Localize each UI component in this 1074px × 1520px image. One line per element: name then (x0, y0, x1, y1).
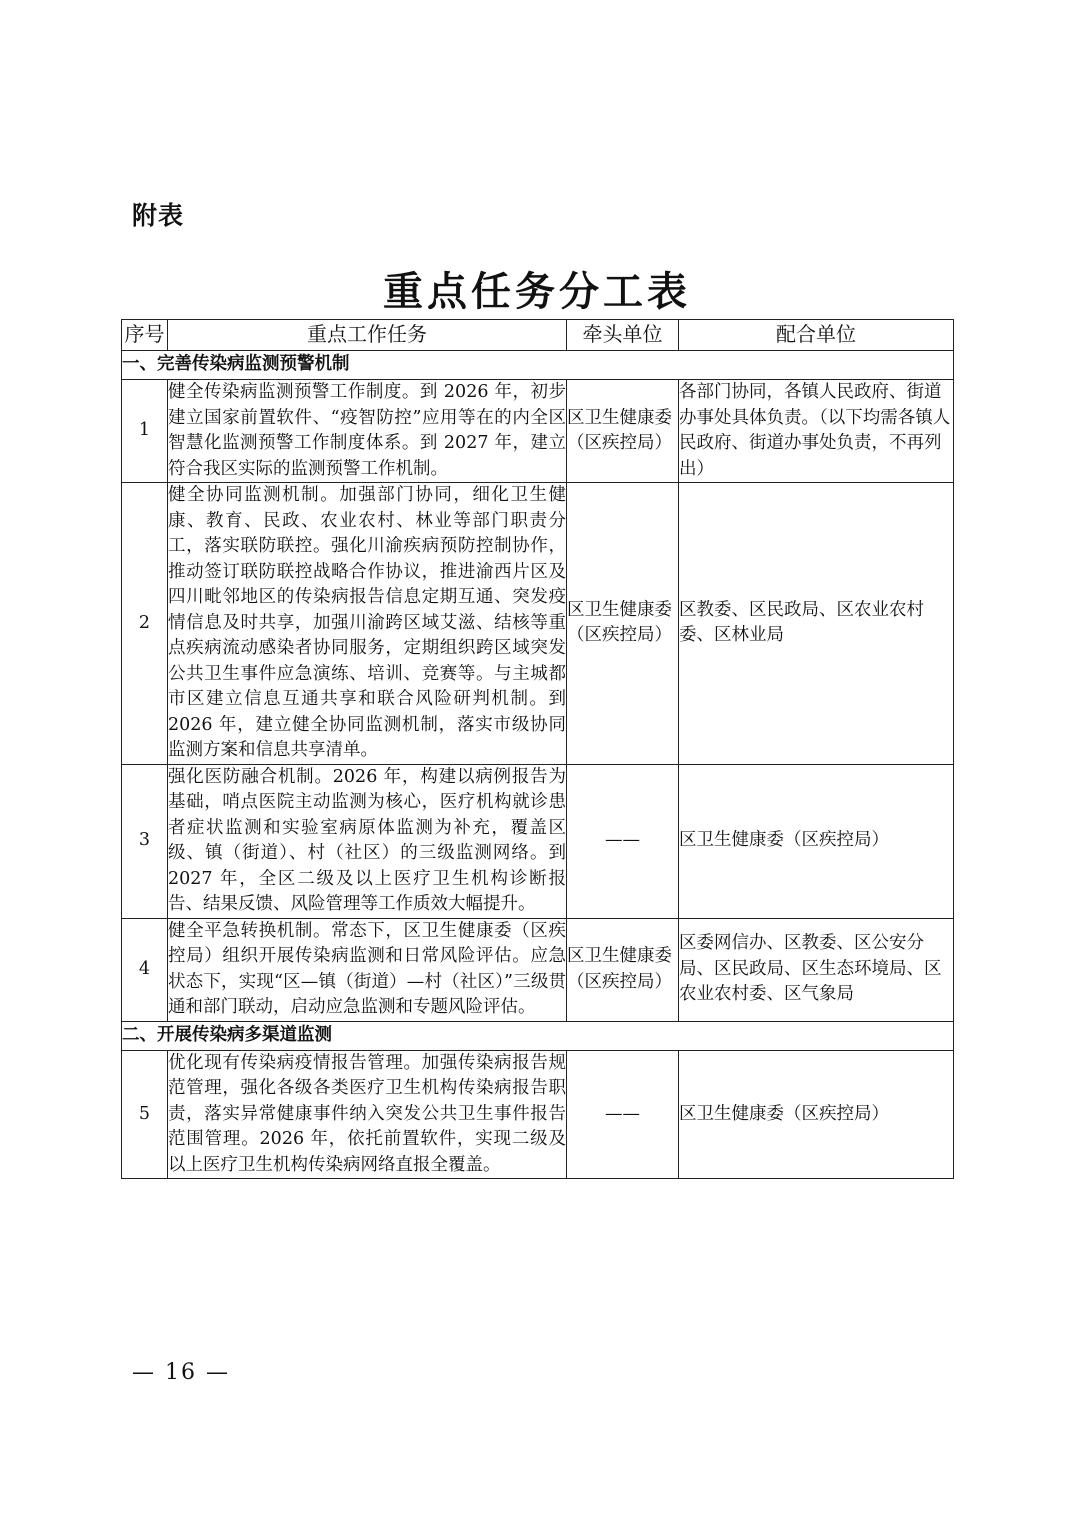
row-lead-unit: 区卫生健康委（区疾控局） (567, 918, 679, 1021)
row-coop-unit: 区卫生健康委（区疾控局） (679, 1050, 954, 1179)
task-division-table (121, 319, 954, 1179)
row-seq: 5 (122, 1050, 168, 1179)
row-task: 健全平急转换机制。常态下，区卫生健康委（区疾控局）组织开展传染病监测和日常风险评估。应急状态下，实现“区—镇（街道）—村（社区）”三级贯通和部门联动，启动应急监测和专题风险评估。 (168, 918, 567, 1021)
table-row (122, 380, 954, 483)
table-row (122, 918, 954, 1021)
section-row (122, 351, 954, 380)
row-coop-unit: 各部门协同，各镇人民政府、街道办事处具体负责。（以下均需各镇人民政府、街道办事处负责，不再列出） (679, 380, 954, 483)
row-seq: 2 (122, 483, 168, 765)
table-row (122, 1050, 954, 1179)
table-row (122, 483, 954, 765)
row-coop-unit: 区教委、区民政局、区农业农村委、区林业局 (679, 483, 954, 765)
page-title: 重点任务分工表 (383, 268, 691, 315)
section-row (122, 1021, 954, 1050)
row-coop-unit: 区卫生健康委（区疾控局） (679, 764, 954, 918)
section-title: 二、开展传染病多渠道监测 (122, 1021, 954, 1050)
section-title: 一、完善传染病监测预警机制 (122, 351, 954, 380)
row-lead-unit: 区卫生健康委（区疾控局） (567, 483, 679, 765)
table-row (122, 764, 954, 918)
row-seq: 4 (122, 918, 168, 1021)
table-header-row (122, 320, 954, 351)
header-seq: 序号 (122, 320, 168, 351)
row-coop-unit: 区委网信办、区教委、区公安分局、区民政局、区生态环境局、区农业农村委、区气象局 (679, 918, 954, 1021)
row-lead-unit: —— (567, 764, 679, 918)
header-coop: 配合单位 (679, 320, 954, 351)
header-lead: 牵头单位 (567, 320, 679, 351)
page-number: — 16 — (132, 1360, 230, 1385)
row-seq: 3 (122, 764, 168, 918)
row-task: 健全传染病监测预警工作制度。到 2026 年，初步建立国家前置软件、“疫智防控”应用等在的内全区智慧化监测预警工作制度体系。到 2027 年，建立符合我区实际的监测预警工作机制。 (168, 380, 567, 483)
row-lead-unit: 区卫生健康委（区疾控局） (567, 380, 679, 483)
row-task: 优化现有传染病疫情报告管理。加强传染病报告规范管理，强化各级各类医疗卫生机构传染病报告职责，落实异常健康事件纳入突发公共卫生事件报告范围管理。2026 年，依托前置软件，实现二级及以上医疗卫生机构传染病网络直报全覆盖。 (168, 1050, 567, 1179)
row-task: 强化医防融合机制。2026 年，构建以病例报告为基础，哨点医院主动监测为核心，医疗机构就诊患者症状监测和实验室病原体监测为补充，覆盖区级、镇（街道）、村（社区）的三级监测网络。到 2027 年，全区二级及以上医疗卫生机构诊断报告、结果反馈、风险管理等工作质效大幅提升。 (168, 764, 567, 918)
row-seq: 1 (122, 380, 168, 483)
row-task: 健全协同监测机制。加强部门协同，细化卫生健康、教育、民政、农业农村、林业等部门职责分工，落实联防联控。强化川渝疾病预防控制协作，推动签订联防联控战略合作协议，推进渝西片区及四川毗邻地区的传染病报告信息定期互通、突发疫情信息及时共享，加强川渝跨区域艾滋、结核等重点疾病流动感染者协同服务，定期组织跨区域突发公共卫生事件应急演练、培训、竞赛等。与主城都市区建立信息互通共享和联合风险研判机制。到 2026 年，建立健全协同监测机制，落实市级协同监测方案和信息共享清单。 (168, 483, 567, 765)
header-task: 重点工作任务 (168, 320, 567, 351)
row-lead-unit: —— (567, 1050, 679, 1179)
appendix-label: 附表 (132, 201, 185, 230)
